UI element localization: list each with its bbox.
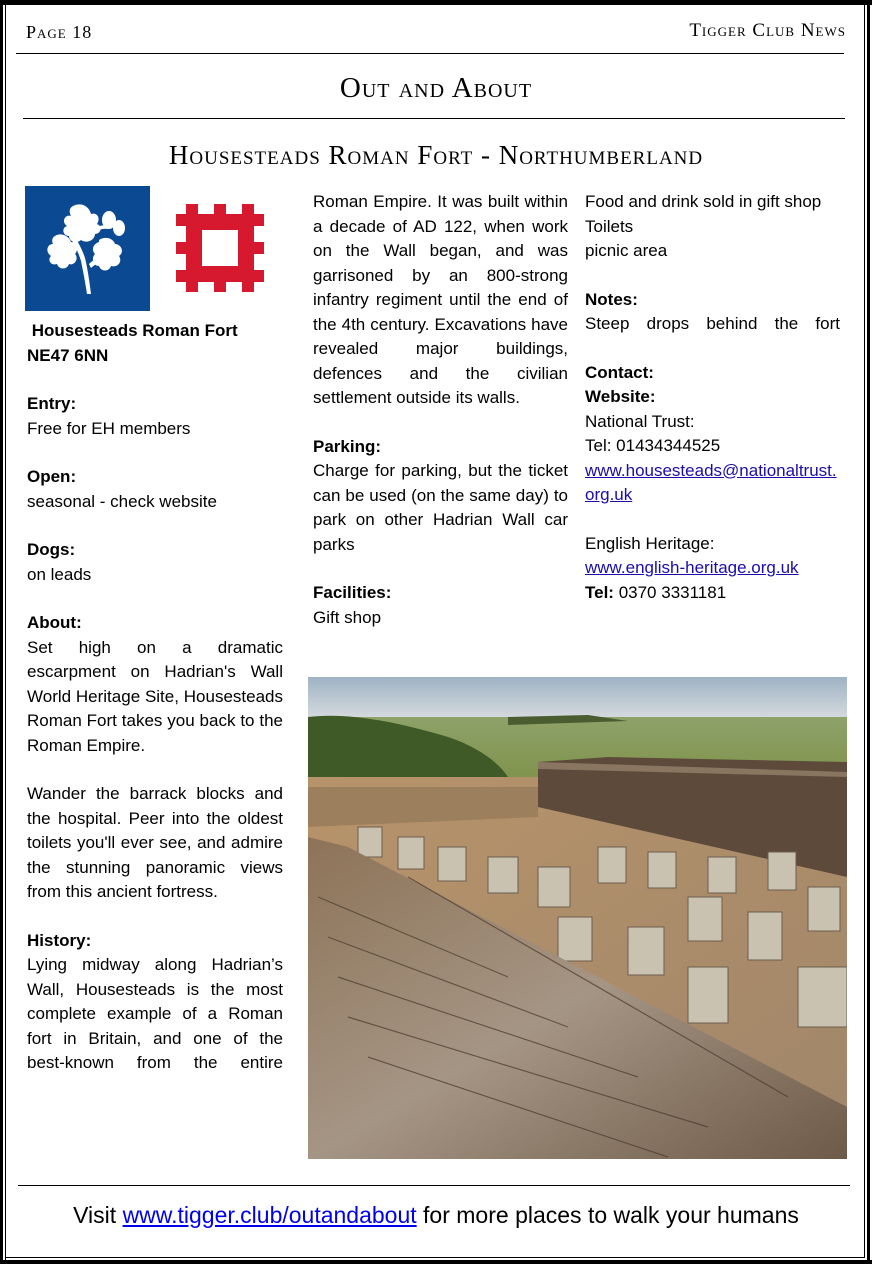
footer-link[interactable]: www.tigger.club/outandabout bbox=[122, 1202, 417, 1228]
parking-text: Charge for parking, but the ticket can be used (on the same day) to park on other Hadrian Wall car parks bbox=[313, 461, 568, 554]
eh-website-link[interactable]: www.english-heritage.org.uk bbox=[585, 558, 799, 577]
page-border-bottom bbox=[0, 1260, 872, 1264]
entry-label: Entry: bbox=[27, 394, 77, 413]
history-label: History: bbox=[27, 930, 92, 950]
publication-name: Tigger Club News bbox=[689, 20, 846, 41]
place-name-text: Housesteads Roman Fort bbox=[31, 321, 238, 340]
english-heritage-logo bbox=[172, 200, 268, 296]
eh-tel-number: 0370 3331181 bbox=[613, 582, 727, 602]
facility-item: picnic area bbox=[585, 241, 668, 260]
open-label: Open: bbox=[27, 467, 77, 486]
nt-tel: Tel: 01434344525 bbox=[585, 436, 721, 455]
housesteads-ruins-image bbox=[308, 677, 847, 1159]
page-border-bottom-inner bbox=[5, 1257, 865, 1258]
facility-item: Toilets bbox=[585, 216, 634, 236]
page-border-right bbox=[867, 5, 870, 1264]
eh-tel-label: Tel: bbox=[585, 582, 614, 602]
about-label: About: bbox=[27, 613, 82, 632]
header-divider bbox=[16, 53, 844, 54]
column-right bbox=[585, 190, 840, 605]
facilities-label: Facilities: bbox=[313, 583, 392, 602]
fort-photo bbox=[308, 677, 847, 1159]
page-border-right-inner bbox=[864, 5, 865, 1258]
national-trust-logo bbox=[25, 186, 150, 311]
eh-tel bbox=[585, 581, 840, 606]
section-title: Out and About bbox=[339, 72, 533, 104]
footer-suffix: for more places to walk your humans bbox=[416, 1202, 799, 1228]
about-paragraph-2: Wander the barrack blocks and the hospital. Peer into the oldest toilets you'll ever see, and admire the stunning panoramic views from this ancient fortress. bbox=[27, 784, 283, 901]
dogs-label: Dogs: bbox=[27, 540, 76, 559]
notes-label: Notes: bbox=[585, 289, 638, 309]
page-number: Page 18 bbox=[26, 22, 93, 42]
place-postcode: NE47 6NN bbox=[27, 345, 109, 365]
history-paragraph-part2: Roman Empire. It was built within a decade of AD 122, when work on the Wall began, and was garrisoned by an 800-strong infantry regiment until the end of the 4th century. Excavations have revealed major buildings, defences and the civilian settlement outside its walls. bbox=[313, 192, 568, 407]
page-border-top bbox=[0, 0, 872, 5]
page-border-left-inner bbox=[5, 5, 6, 1260]
castle-battlement-icon bbox=[172, 200, 268, 296]
nt-label: National Trust: bbox=[585, 411, 695, 431]
column-middle bbox=[313, 190, 568, 630]
contact-label: Contact: bbox=[585, 362, 654, 382]
footer-prefix: Visit bbox=[73, 1202, 123, 1228]
open-text: seasonal - check website bbox=[27, 491, 217, 511]
oak-leaf-icon bbox=[25, 186, 150, 311]
dogs-text: on leads bbox=[27, 564, 92, 584]
section-divider bbox=[23, 118, 845, 119]
eh-label: English Heritage: bbox=[585, 533, 715, 553]
page-border-left bbox=[0, 0, 3, 1264]
footer-cta bbox=[0, 1202, 872, 1229]
website-label: Website: bbox=[585, 387, 656, 406]
parking-label: Parking: bbox=[313, 436, 382, 456]
nt-website-link[interactable]: www.housesteads@nationaltrust.org.uk bbox=[585, 460, 837, 504]
footer-divider bbox=[18, 1185, 850, 1186]
notes-text: Steep drops behind the fort bbox=[585, 314, 840, 333]
entry-text: Free for EH members bbox=[27, 418, 191, 438]
history-paragraph-part1: Lying midway along Hadrian’s Wall, Housesteads is the most complete example of a Roman fort in Britain, and one of the best-known from the entire bbox=[27, 955, 283, 1072]
article-title: Housesteads Roman Fort - Northumberland bbox=[168, 140, 704, 170]
facility-item: Gift shop bbox=[313, 607, 382, 627]
column-left bbox=[27, 319, 283, 1076]
about-paragraph-1: Set high on a dramatic escarpment on Hadrian's Wall World Heritage Site, Housesteads Roman Fort takes you back to the Roman Empire. bbox=[27, 637, 283, 755]
place-name bbox=[27, 319, 283, 344]
facility-item: Food and drink sold in gift shop bbox=[585, 192, 822, 211]
